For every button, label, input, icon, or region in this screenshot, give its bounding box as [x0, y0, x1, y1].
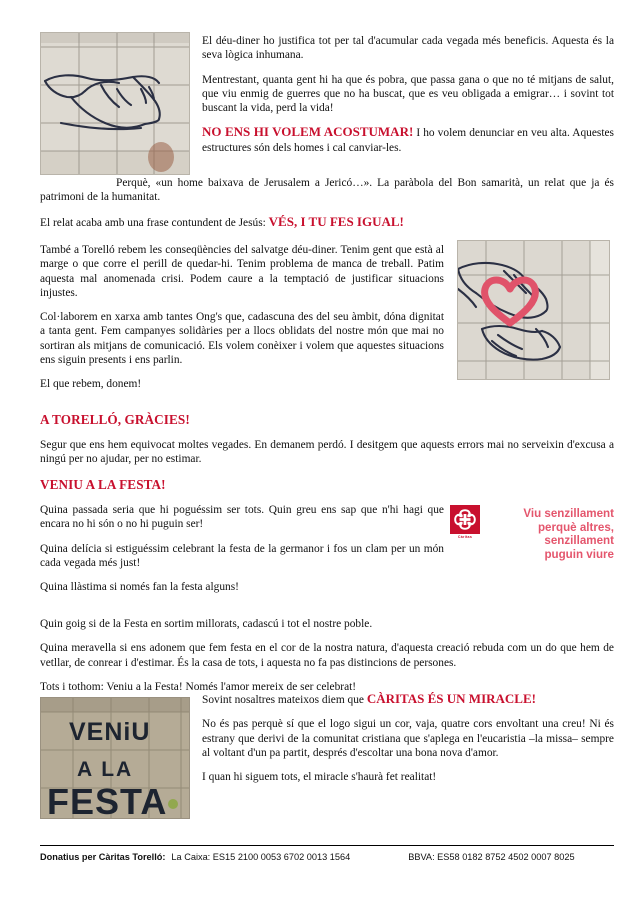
- footer-divider: [40, 845, 614, 846]
- miracle-text-column: [202, 692, 614, 784]
- tiled-wall-hands-drawing: [40, 32, 190, 175]
- svg-text:VENiU: VENiU: [69, 718, 151, 746]
- paragraph-12: Quina llàstima si només fan la festa alguns!: [40, 581, 239, 594]
- paragraph-5: [40, 215, 614, 230]
- torello-text-column: [40, 243, 444, 402]
- slogan-line-3: senzillament: [544, 534, 614, 548]
- svg-text:A LA: A LA: [77, 758, 134, 781]
- paragraph-16: [202, 692, 614, 707]
- heading-no-ens-hi-volem-acostumar: [202, 125, 614, 155]
- footer-account-lacaixa: La Caixa: ES15 2100 0053 6702 0013 1564: [171, 852, 351, 862]
- footer-account-bbva: BBVA: ES58 0182 8752 4502 0007 8025: [408, 852, 575, 862]
- paragraph-4: Perquè, «un home baixava de Jerusalem a Jericó…». La paràbola del Bon samarità, un relat que ja és patrimoni de la humanitat.: [40, 177, 614, 204]
- slogan-line-4: puguin viure: [544, 547, 614, 561]
- heading-a-torello-gracies: A TORELLÓ, GRÀCIES!: [40, 412, 190, 427]
- paragraph-5-prefix: El relat acaba amb una frase contundent de Jesús:: [40, 216, 269, 229]
- paragraph-15: Tots i tothom: Veniu a la Festa! Només l'amor mereix de ser celebrat!: [40, 680, 357, 693]
- caritas-slogan: [488, 505, 614, 561]
- slogan-line-2: perquè altres,: [537, 520, 614, 534]
- gracies-festa-block: [40, 412, 614, 503]
- tiled-wall-hands-heart-drawing: [457, 240, 610, 380]
- footer-label: Donatius per Càritas Torelló:: [40, 852, 166, 862]
- svg-text:FESTA: FESTA: [47, 781, 168, 818]
- paragraph-3: I ho volem denunciar en veu alta. Aquestes estructures són dels homes i cal canviar-les.: [202, 127, 614, 154]
- paragraph-11: Quina delícia si estiguéssim celebrant la festa de la germanor i fos un clam per un món cada vegada més just!: [40, 542, 444, 569]
- paragraph-10: Quina passada seria que hi poguéssim ser tots. Quin greu ens sap que n'hi hagi que encara no hi són o no hi puguin ser!: [40, 504, 444, 531]
- parable-text-block: [40, 176, 614, 240]
- quote-ves-i-tu-fes-igual: VÉS, I TU FES IGUAL!: [268, 213, 404, 229]
- slogan-line-1: Viu senzillament: [523, 507, 614, 520]
- heading-red-text: NO ENS HI VOLEM ACOSTUMAR!: [202, 124, 414, 140]
- paragraph-6: També a Torelló rebem les conseqüències del salvatge déu-diner. Tenim gent que està al marge o que corre el perill de quedar-hi. Tenim problema de manca de treball. Patim aquesta mal anomenada crisi. Podem caure a la temptació de justificar situacions injustes.: [40, 244, 444, 299]
- paragraph-17: No és pas perquè sí que el logo sigui un cor, vaja, quatre cors envoltant una creu! Ni és estrany que derivi de la comunitat cristiana que s'aplega en l'eucaristia –la missa– sempre al voltant d'un pa partit, després d'escoltar una bona nova d'amor.: [202, 718, 614, 759]
- paragraph-2: Mentrestant, quanta gent hi ha que és pobra, que passa gana o que no té mitjans de salut, que viu enmig de guerres que no ha buscat, que es veu obligada a emigrar… i sovint tot buscant la vida, perd la vida!: [202, 73, 614, 115]
- paragraph-14: Quina meravella si ens adonem que fem festa en el cor de la nostra natura, d'aquesta creació rebuda com un do que hem de vetllar, de conrear i d'estimar. És la casa de tots, i aquesta no fa pas distincions de persones.: [40, 642, 614, 669]
- paragraph-8: El que rebem, donem!: [40, 378, 142, 391]
- paragraph-18: I quan hi siguem tots, el miracle s'haurà fet realitat!: [202, 771, 437, 784]
- heading-veniu-a-la-festa: VENIU A LA FESTA!: [40, 476, 166, 492]
- paragraph-13: Quin goig si de la Festa en sortim millorats, cadascú i tot el nostre poble.: [40, 618, 373, 630]
- paragraph-16-prefix: Sovint nosaltres mateixos diem que: [202, 694, 367, 706]
- paragraph-9: Segur que ens hem equivocat moltes vegades. En demanem perdó. I desitgem que aquests errors mai no serveixin d'excusa a ningú per no ajudar, per no estimar.: [40, 439, 614, 466]
- tiled-wall-veniu-a-la-festa-mural: [40, 697, 190, 819]
- paragraph-7: Col·laborem en xarxa amb tantes Ong's que, cadascuna des del seu àmbit, dóna dignitat a tanta gent. Fem campanyes solidàries per a llocs oblidats del nostre món que mai no sortiran als mitjans de comunicació. Els volem conèixer i volem que aquestes situacions ens siguin presents i ens parlin.: [40, 311, 444, 367]
- caritas-logo-icon: [450, 505, 480, 541]
- caritas-logo-caption: Càritas: [457, 535, 473, 539]
- caritas-branding: [450, 505, 614, 561]
- footer-donations: [40, 852, 614, 862]
- quote-caritas-es-un-miracle: CÀRITAS ÉS UN MIRACLE!: [366, 691, 536, 706]
- intro-text-column: [202, 34, 614, 165]
- paragraph-1: El déu-diner ho justifica tot per tal d'acumular cada vegada més beneficis. Aquesta és la seva lògica inhumana.: [202, 35, 614, 62]
- festa-text-column: [40, 503, 444, 604]
